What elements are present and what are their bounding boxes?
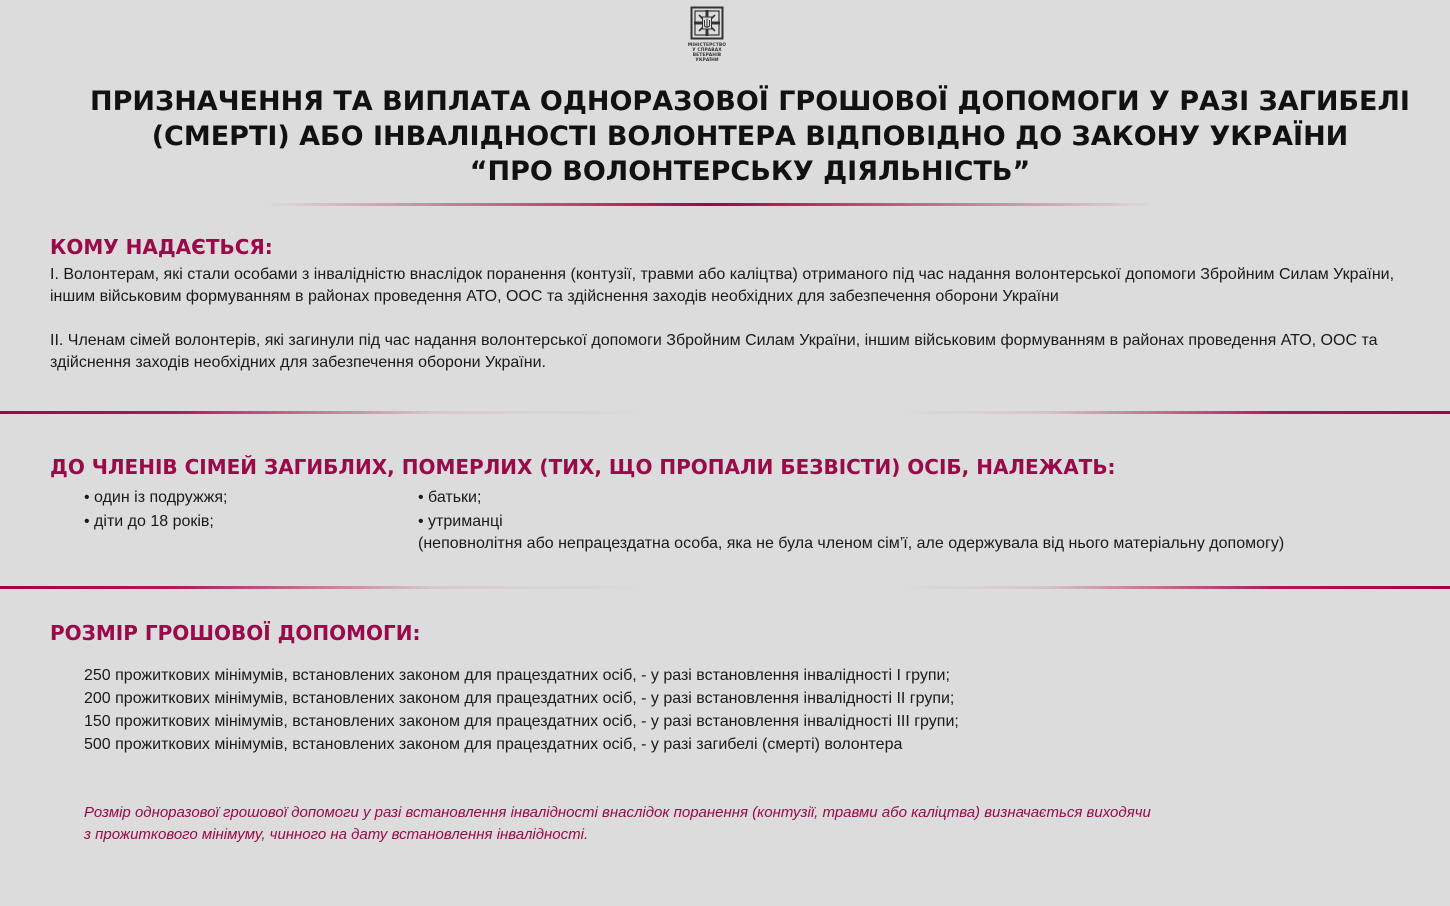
section-divider (0, 586, 1450, 589)
dependents-note: (неповнолітня або непрацездатна особа, яка не була членом сім’ї, але одержувала від нього матеріальну допомогу) (418, 535, 1285, 552)
eligibility-heading: КОМУ НАДАЄТЬСЯ: (50, 235, 273, 259)
payment-amount-heading: РОЗМІР ГРОШОВОЇ ДОПОМОГИ: (50, 621, 421, 645)
list-item: • один із подружжя; (84, 489, 228, 506)
payment-amount-item: 250 прожиткових мінімумів, встановлених законом для працездатних осіб, - у разі встановлення інвалідності I групи; (84, 667, 950, 684)
list-item: • батьки; (418, 489, 482, 506)
family-members-list-right (418, 486, 1284, 556)
family-members-list-left (84, 486, 227, 534)
ministry-emblem-icon (690, 6, 724, 40)
page-title (80, 84, 1420, 189)
ministry-logo (683, 6, 731, 70)
ministry-name-line: У СПРАВАХ (692, 48, 722, 53)
footnote-line: Розмір одноразової грошової допомоги у разі встановлення інвалідності внаслідок поранення (контузії, травми або каліцтва) визначається виходячи (84, 804, 1151, 821)
family-members-heading: ДО ЧЛЕНІВ СІМЕЙ ЗАГИБЛИХ, ПОМЕРЛИХ (ТИХ, ЩО ПРОПАЛИ БЕЗВІСТИ) ОСІБ, НАЛЕЖАТЬ: (50, 455, 1116, 479)
page-title-line: “ПРО ВОЛОНТЕРСЬКУ ДІЯЛЬНІСТЬ” (469, 156, 1031, 187)
page-title-line: (СМЕРТІ) АБО ІНВАЛІДНОСТІ ВОЛОНТЕРА ВІДПОВІДНО ДО ЗАКОНУ УКРАЇНИ (151, 121, 1349, 152)
ministry-name-line: УКРАЇНИ (695, 58, 719, 63)
page-title-line: ПРИЗНАЧЕННЯ ТА ВИПЛАТА ОДНОРАЗОВОЇ ГРОШОВОЇ ДОПОМОГИ У РАЗІ ЗАГИБЕЛІ (90, 86, 1410, 117)
payment-amount-item: 500 прожиткових мінімумів, встановлених законом для працездатних осіб, - у разі загибелі (смерті) волонтера (84, 736, 903, 753)
payment-amount-item: 150 прожиткових мінімумів, встановлених законом для працездатних осіб, - у разі встановлення інвалідності III групи; (84, 713, 959, 730)
list-item: • утриманці (418, 513, 503, 530)
payment-footnote (84, 802, 1284, 846)
list-item: • діти до 18 років; (84, 513, 214, 530)
section-divider (0, 411, 1450, 414)
ministry-name-line: МІНІСТЕРСТВО (687, 43, 727, 48)
footnote-line: з прожиткового мінімуму, чинного на дату встановлення інвалідності. (84, 826, 589, 843)
payment-amounts-list (84, 664, 959, 756)
eligibility-item-families: II. Членам сімей волонтерів, які загинули під час надання волонтерської допомоги Збройним Силам України, іншим військовим формуванням в районах проведення АТО, ООС та здійснення заходів необхідних для забезпечення оборони України. (50, 332, 1378, 371)
title-divider (265, 203, 1155, 206)
payment-amount-item: 200 прожиткових мінімумів, встановлених законом для працездатних осіб, - у разі встановлення інвалідності II групи; (84, 690, 955, 707)
ministry-name (683, 43, 731, 63)
eligibility-item-disabled: I. Волонтерам, які стали особами з інвалідністю внаслідок поранення (контузії, травми або каліцтва) отриманого під час надання волонтерської допомоги Збройним Силам України, іншим військовим формуванням в районах проведення АТО, ООС та здійснення заходів необхідних для забезпечення оборони України (50, 266, 1395, 305)
ministry-name-line: ВЕТЕРАНІВ (692, 53, 722, 58)
